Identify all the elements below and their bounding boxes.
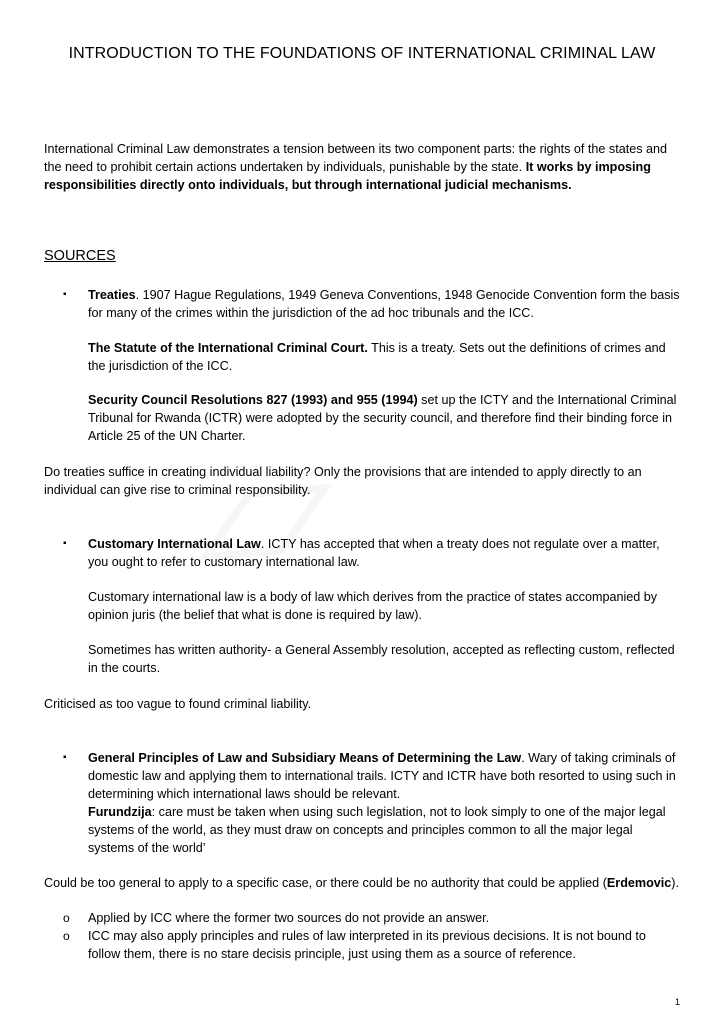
custom-item: [88, 535, 680, 571]
bullet-icon: ▪: [63, 752, 67, 763]
treaties-text: . 1907 Hague Regulations, 1949 Geneva Conventions, 1948 Genocide Convention form the basis for many of the crimes within the jurisdiction of the ad hoc tribunals and the ICC.: [88, 288, 680, 320]
sub-item: ICC may also apply principles and rules of law interpreted in its previous decisions. It is not bound to follow them, there is no stare decisis principle, just using them as a source of reference.: [88, 929, 646, 961]
custom-label: Customary International Law: [88, 537, 261, 551]
resolutions-paragraph: [88, 391, 680, 445]
general-paragraph: [44, 874, 680, 892]
treaties-item: [88, 286, 680, 322]
resolutions-text: set up the ICTY and the International Criminal Tribunal for Rwanda (ICTR) were adopted by the security council, and therefore find their binding force in Article 25 of the UN Charter.: [88, 393, 677, 443]
custom-definition-paragraph: Customary international law is a body of law which derives from the practice of states accompanied by opinion juris (the belief that what is done is required by law).: [88, 590, 658, 622]
principles-item: [88, 749, 680, 857]
circle-bullet-icon: o: [63, 911, 70, 925]
intro-bold-text: It works by imposing responsibilities directly onto individuals, but through international judicial mechanisms.: [44, 160, 651, 192]
principles-label: General Principles of Law and Subsidiary Means of Determining the Law: [88, 751, 522, 765]
circle-bullet-icon: o: [63, 929, 70, 943]
general-text: Could be too general to apply to a specific case, or there could be no authority that could be applied (: [44, 876, 607, 890]
treaty-question-paragraph: Do treaties suffice in creating individual liability? Only the provisions that are intended to apply directly to an individual can give rise to criminal responsibility.: [44, 465, 642, 497]
bullet-icon: ▪: [63, 538, 67, 549]
custom-authority-paragraph: Sometimes has written authority- a General Assembly resolution, accepted as reflecting custom, reflected in the courts.: [88, 643, 675, 675]
principles-text: . Wary of taking criminals of domestic law and applying them to international trails. ICTY and ICTR have both resorted to using such in determining which international laws should be relevant.: [88, 751, 676, 801]
bullet-icon: ▪: [63, 289, 67, 300]
sub-item: Applied by ICC where the former two sources do not provide an answer.: [88, 911, 490, 925]
erdemovic-label: Erdemovic: [606, 876, 672, 890]
resolutions-label: Security Council Resolutions 827 (1993) and 955 (1994): [88, 393, 418, 407]
furundzija-label: Furundzija: [88, 805, 152, 819]
general-end: ).: [671, 876, 679, 890]
statute-paragraph: [88, 339, 680, 375]
document-title: INTRODUCTION TO THE FOUNDATIONS OF INTERNATIONAL CRIMINAL LAW: [68, 45, 656, 62]
page-number: 1: [674, 997, 680, 1007]
furundzija-text: : care must be taken when using such legislation, not to look simply to one of the major legal systems of the world, as they must draw on concepts and principles common to all the major legal systems of the world’: [88, 805, 666, 855]
treaties-label: Treaties: [88, 288, 136, 302]
custom-text: . ICTY has accepted that when a treaty does not regulate over a matter, you ought to refer to customary international law.: [88, 537, 660, 569]
custom-criticism-paragraph: Criticised as too vague to found criminal liability.: [44, 697, 312, 711]
statute-label: The Statute of the International Criminal Court.: [88, 341, 368, 355]
sources-heading: SOURCES: [44, 248, 116, 264]
intro-text: International Criminal Law demonstrates a tension between its two component parts: the rights of the states and the need to prohibit certain actions undertaken by individuals, punishable by the state.: [44, 142, 668, 174]
statute-text: This is a treaty. Sets out the definitions of crimes and the jurisdiction of the ICC.: [88, 341, 666, 373]
intro-paragraph: [44, 140, 680, 194]
